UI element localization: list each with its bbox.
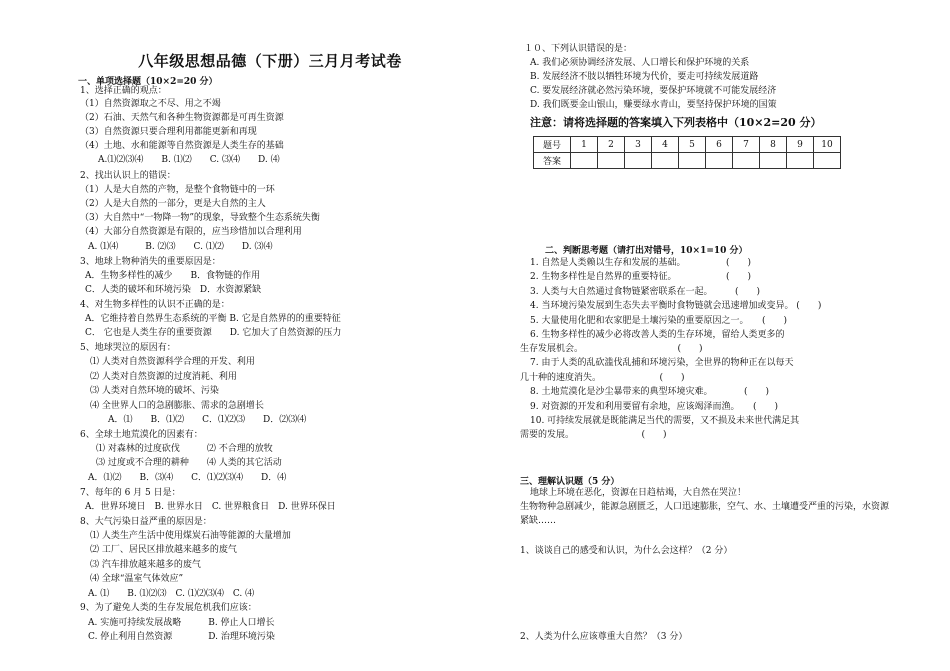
table-cell-number: 3 <box>625 137 652 153</box>
text-line: C. 要发展经济就必然污染环境，要保护环境就不可能发展经济 <box>530 86 777 96</box>
text-line: 2、找出认识上的错误： <box>80 171 176 181</box>
text-line: 8. 土地荒漠化是沙尘暴带来的典型环境灾难。 ( ) <box>530 387 769 397</box>
text-line: A．⑴ B．⑴⑵ C．⑴⑵⑶ D．⑵⑶⑷ <box>108 415 307 425</box>
table-cell-number: 10 <box>814 137 841 153</box>
text-line: ⑷ 全球“温室气体效应” <box>90 574 184 584</box>
text-line: （1）人是大自然的产物，是整个食物链中的一环 <box>80 185 275 195</box>
text-line: 需要的发展。 ( ) <box>520 430 667 440</box>
text-line: ⑴ 对森林的过度砍伐 ⑵ 不合理的放牧 <box>96 444 273 454</box>
text-line: A．世界环境日 B. 世界水日 C. 世界粮食日 D. 世界环保日 <box>85 502 336 512</box>
text-line: ⑷ 全世界人口的急剧膨胀、需求的急剧增长 <box>90 401 264 411</box>
text-line: 1. 自然是人类赖以生存和发展的基础。 ( ) <box>530 258 751 268</box>
text-line: 8、大气污染日益严重的原因是： <box>80 517 212 527</box>
text-line: 7. 由于人类的乱砍滥伐乱捕和环境污染，全世界的物种正在以每天 <box>530 358 794 368</box>
table-cell-number: 6 <box>706 137 733 153</box>
text-line: 3、地球上物种消失的重要原因是： <box>80 257 221 267</box>
table-cell-number: 9 <box>787 137 814 153</box>
text-line: （2）石油、天然气和各种生物资源都是可再生资源 <box>80 113 284 123</box>
table-cell-number: 2 <box>598 137 625 153</box>
table-header-number: 题号 <box>534 137 571 153</box>
exam-title: 八年级思想品德（下册）三月月考试卷 <box>138 52 402 70</box>
text-line: １０、下列认识错误的是： <box>524 44 633 54</box>
text-line: D. 我们既要金山银山，赚要绿水青山，要坚持保护环境的国策 <box>530 100 777 110</box>
answer-notice: 注意：请将选择题的答案填入下列表格中（10×2=20 分） <box>530 116 822 129</box>
answer-table <box>533 136 841 169</box>
text-line: 紧缺…… <box>520 516 557 526</box>
text-line: （1）自然资源取之不尽、用之不竭 <box>80 99 221 109</box>
text-line: 生存发展机会。 ( ) <box>520 344 703 354</box>
text-line: ⑵ 工厂、居民区排放越来越多的废气 <box>90 545 237 555</box>
text-line: A.⑴⑵⑶⑷ B. ⑴⑵ C. ⑶⑷ D. ⑷ <box>98 155 280 165</box>
text-line: 2. 生物多样性是自然界的重要特征。 ( ) <box>530 272 751 282</box>
text-line: 1、选择正确的观点： <box>80 86 167 96</box>
table-cell-number: 5 <box>679 137 706 153</box>
text-line: ⑶ 汽车排放越来越多的废气 <box>90 560 201 570</box>
text-line: 3. 人类与大自然通过食物链紧密联系在一起。 ( ) <box>530 287 760 297</box>
text-line: 5. 大量使用化肥和农家肥是土壤污染的重要原因之一。 ( ) <box>530 316 787 326</box>
answer-cell[interactable] <box>652 153 679 169</box>
table-cell-number: 8 <box>760 137 787 153</box>
answer-cell[interactable] <box>571 153 598 169</box>
text-line: ⑶ 人类对自然环境的破坏、污染 <box>90 386 219 396</box>
answer-cell[interactable] <box>814 153 841 169</box>
text-line: 9、为了避免人类的生存发展危机我们应该： <box>80 603 257 613</box>
text-line: 7、每年的 6 月 5 日是： <box>80 488 181 498</box>
text-line: C．人类的破坏和环境污染 D．水资源紧缺 <box>85 285 262 295</box>
text-line: B. 发展经济不肢以牺牲环境为代价，要走可持续发展道路 <box>530 72 759 82</box>
text-line: （4）大部分自然资源是有限的，应当珍惜加以合理利用 <box>80 227 302 237</box>
text-line: C． 它也是人类生存的重要资源 D. 它加大了自然资源的压力 <box>85 328 342 338</box>
answer-cell[interactable] <box>598 153 625 169</box>
text-line: （4）土地、水和能源等自然资源是人类生存的基础 <box>80 141 284 151</box>
text-line: 4. 当环境污染发展到生态失去平衡时食物链就会迅速增加或变异。 ( ) <box>530 301 822 311</box>
text-line: 生物物种急剧减少，能源急剧匮乏，人口迅速膨胀，空气、水、土壤遭受严重的污染，水资源 <box>520 502 890 512</box>
text-line: 10. 可持续发展就是既能满足当代的需要，又不损及未来世代满足其 <box>530 416 800 426</box>
text-line: A．⑴⑵ B．⑶⑷ C．⑴⑵⑶⑷ D．⑷ <box>88 473 287 483</box>
text-line: 几十种的速度消失。 ( ) <box>520 373 685 383</box>
text-line: A．它维持着自然界生态系统的平衡 B. 它是自然界的的重要特征 <box>85 314 341 324</box>
section-heading: 二、判断思考题（请打出对错号，10×1=10 分） <box>545 246 748 256</box>
answer-cell[interactable] <box>706 153 733 169</box>
text-line: A. 实施可持续发展战略 B. 停止人口增长 <box>88 618 275 628</box>
text-line: ⑴ 人类生产生活中使用煤炭石油等能源的大量增加 <box>90 531 291 541</box>
text-line: 5、地球哭泣的原因有： <box>80 343 176 353</box>
table-cell-number: 1 <box>571 137 598 153</box>
answer-cell[interactable] <box>760 153 787 169</box>
answer-cell[interactable] <box>679 153 706 169</box>
text-line: 6. 生物多样性的减少必将改善人类的生存环境，留给人类更多的 <box>530 330 785 340</box>
text-line: 9. 对资源的开发和利用要留有余地，应该竭泽而渔。 ( ) <box>530 402 778 412</box>
text-line: 1、谈谈自己的感受和认识，为什么会这样？（2 分） <box>520 546 733 556</box>
table-cell-number: 4 <box>652 137 679 153</box>
section-heading: 一、单项选择题（10×2=20 分） <box>78 77 218 87</box>
text-line: ⑶ 过度或不合理的耕种 ⑷ 人类的其它活动 <box>96 458 282 468</box>
text-line: A. 我们必须协调经济发展、人口增长和保护环境的关系 <box>530 58 750 68</box>
answer-cell[interactable] <box>733 153 760 169</box>
text-line: ⑵ 人类对自然资源的过度消耗、利用 <box>90 372 237 382</box>
text-line: 2、人类为什么应该尊重大自然？（3 分） <box>520 632 688 642</box>
text-line: A．生物多样性的减少 B．食物链的作用 <box>85 271 261 281</box>
text-line: A. ⑴ B. ⑴⑵⑶ C. ⑴⑵⑶⑷ C. ⑷ <box>88 589 255 599</box>
text-line: A. ⑴⑷ B. ⑵⑶ C. ⑴⑵ D. ⑶⑷ <box>88 242 273 252</box>
text-line: 4、对生物多样性的认识不正确的是： <box>80 300 230 310</box>
text-line: 6、全球土地荒漠化的因素有： <box>80 430 203 440</box>
table-cell-number: 7 <box>733 137 760 153</box>
text-line: 地球上环境在恶化，资源在日趋枯竭，大自然在哭泣！ <box>530 488 747 498</box>
table-row <box>534 153 841 169</box>
answer-cell[interactable] <box>625 153 652 169</box>
section-heading: 三、理解认识题（5 分） <box>520 477 620 487</box>
table-row <box>534 137 841 153</box>
answer-cell[interactable] <box>787 153 814 169</box>
table-header-answer: 答案 <box>534 153 571 169</box>
text-line: （2）人是大自然的一部分，更是大自然的主人 <box>80 199 266 209</box>
text-line: C. 停止利用自然资源 D. 治理环境污染 <box>88 632 275 642</box>
text-line: ⑴ 人类对自然资源科学合理的开发、利用 <box>90 357 255 367</box>
text-line: （3）自然资源只要合理利用都能更新和再现 <box>80 127 257 137</box>
text-line: （3）大自然中“一物降一物”的现象，导致整个生态系统失衡 <box>80 213 320 223</box>
